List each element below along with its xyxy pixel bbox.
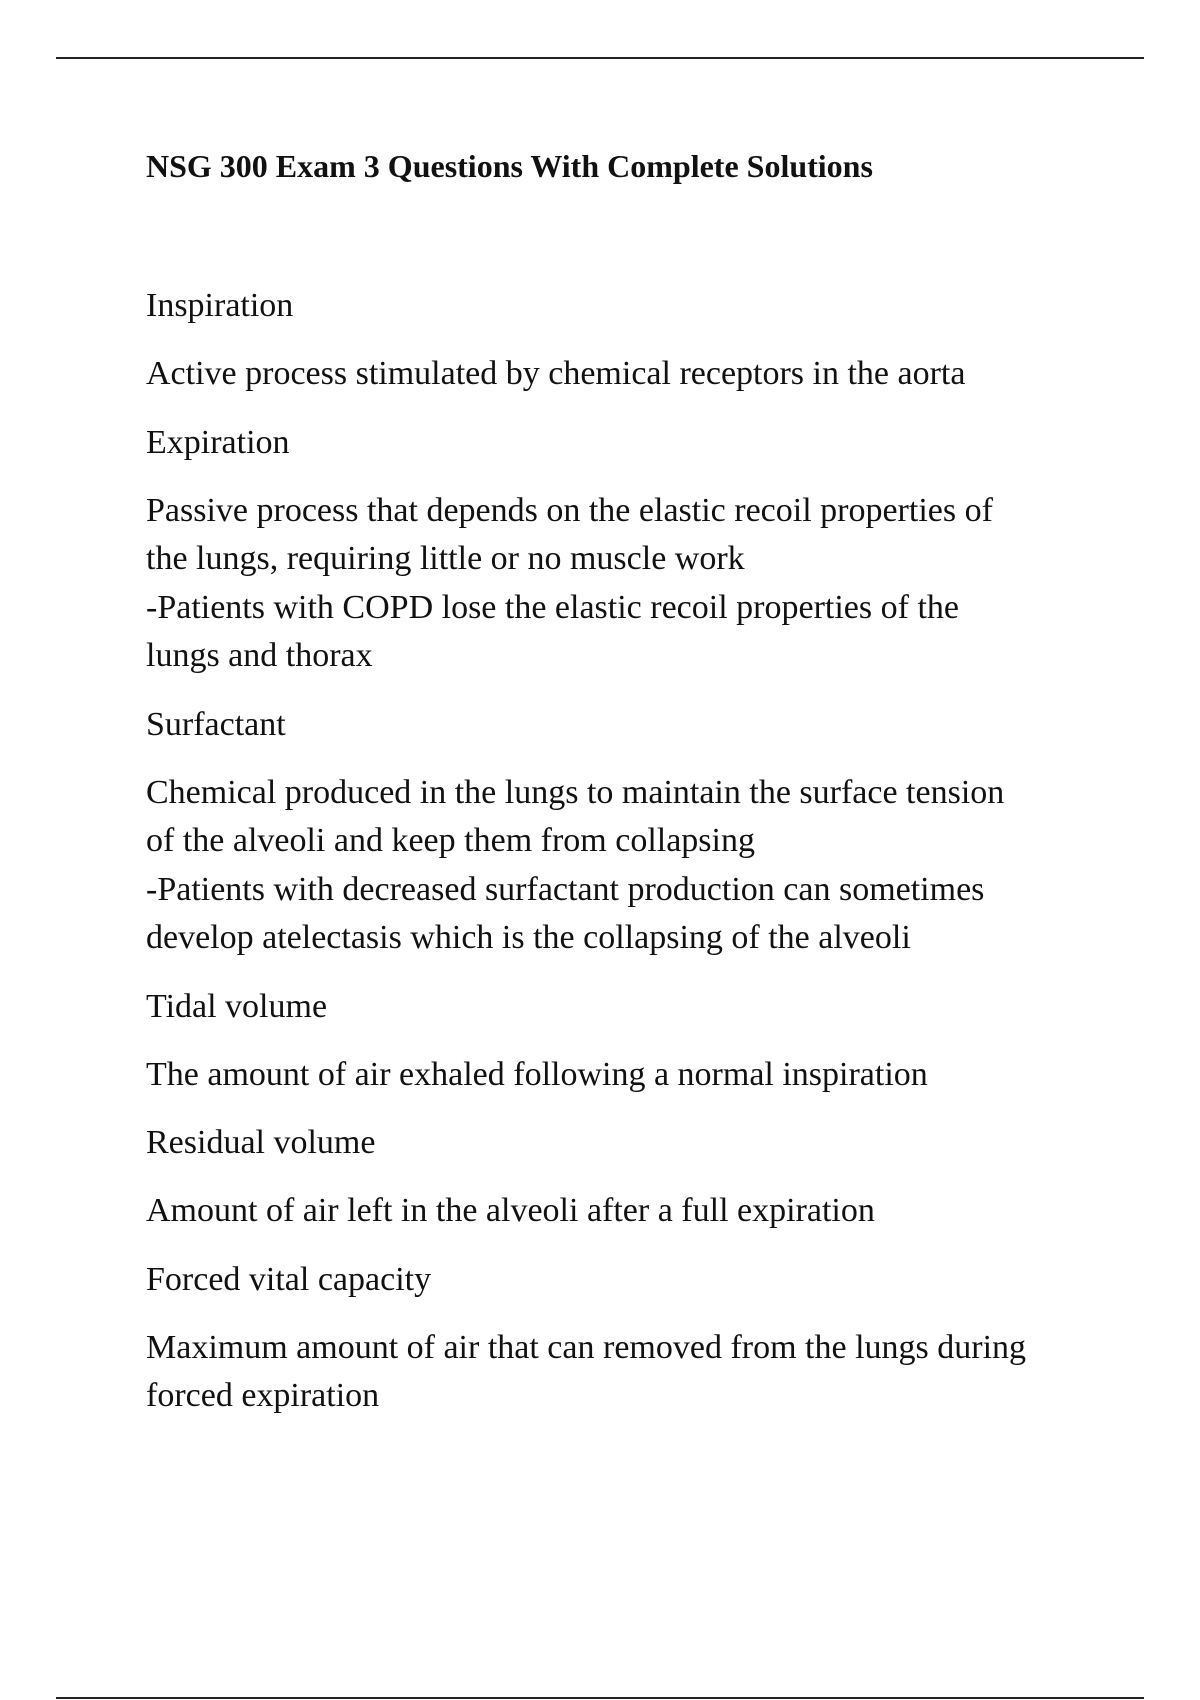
definition-line: the lungs, requiring little or no muscle work xyxy=(146,540,745,577)
header-divider xyxy=(56,57,1144,59)
definition-expiration xyxy=(146,487,1096,681)
footer-divider xyxy=(56,1697,1144,1699)
flashcard-forced-vital-capacity xyxy=(146,1256,1096,1421)
definition-inspiration xyxy=(146,350,1096,399)
definition-surfactant xyxy=(146,769,1096,963)
definition-line: -Patients with COPD lose the elastic recoil properties of the xyxy=(146,588,959,626)
term-surfactant: Surfactant xyxy=(146,705,286,743)
definition-line: Passive process that depends on the elastic recoil properties of xyxy=(146,491,993,529)
definition-line: Chemical produced in the lungs to maintain the surface tension xyxy=(146,773,1005,811)
term-tidal-volume: Tidal volume xyxy=(146,987,328,1025)
flashcard-expiration xyxy=(146,419,1096,681)
definition-residual-volume xyxy=(146,1187,1096,1236)
definition-line: of the alveoli and keep them from collapsing xyxy=(146,822,755,859)
flashcard-residual-volume xyxy=(146,1119,1096,1236)
flashcard-surfactant xyxy=(146,701,1096,963)
term-forced-vital-capacity: Forced vital capacity xyxy=(146,1260,432,1298)
definition-line: -Patients with decreased surfactant production can sometimes xyxy=(146,870,985,908)
definition-tidal-volume xyxy=(146,1051,1096,1100)
definition-line: Amount of air left in the alveoli after a full expiration xyxy=(146,1192,875,1229)
definition-line: Active process stimulated by chemical receptors in the aorta xyxy=(146,355,966,392)
term-expiration: Expiration xyxy=(146,423,290,461)
definition-line: lungs and thorax xyxy=(146,637,373,674)
definition-line: Maximum amount of air that can removed from the lungs during xyxy=(146,1328,1027,1366)
term-residual-volume: Residual volume xyxy=(146,1124,376,1161)
flashcard-list xyxy=(146,282,1096,1441)
definition-line: forced expiration xyxy=(146,1377,380,1414)
flashcard-tidal-volume xyxy=(146,983,1096,1100)
definition-line: The amount of air exhaled following a normal inspiration xyxy=(146,1055,928,1093)
flashcard-inspiration xyxy=(146,282,1096,399)
definition-forced-vital-capacity xyxy=(146,1324,1096,1421)
definition-line: develop atelectasis which is the collapsing of the alveoli xyxy=(146,919,911,956)
document-title: NSG 300 Exam 3 Questions With Complete Solutions xyxy=(146,148,873,184)
term-inspiration: Inspiration xyxy=(146,287,294,324)
